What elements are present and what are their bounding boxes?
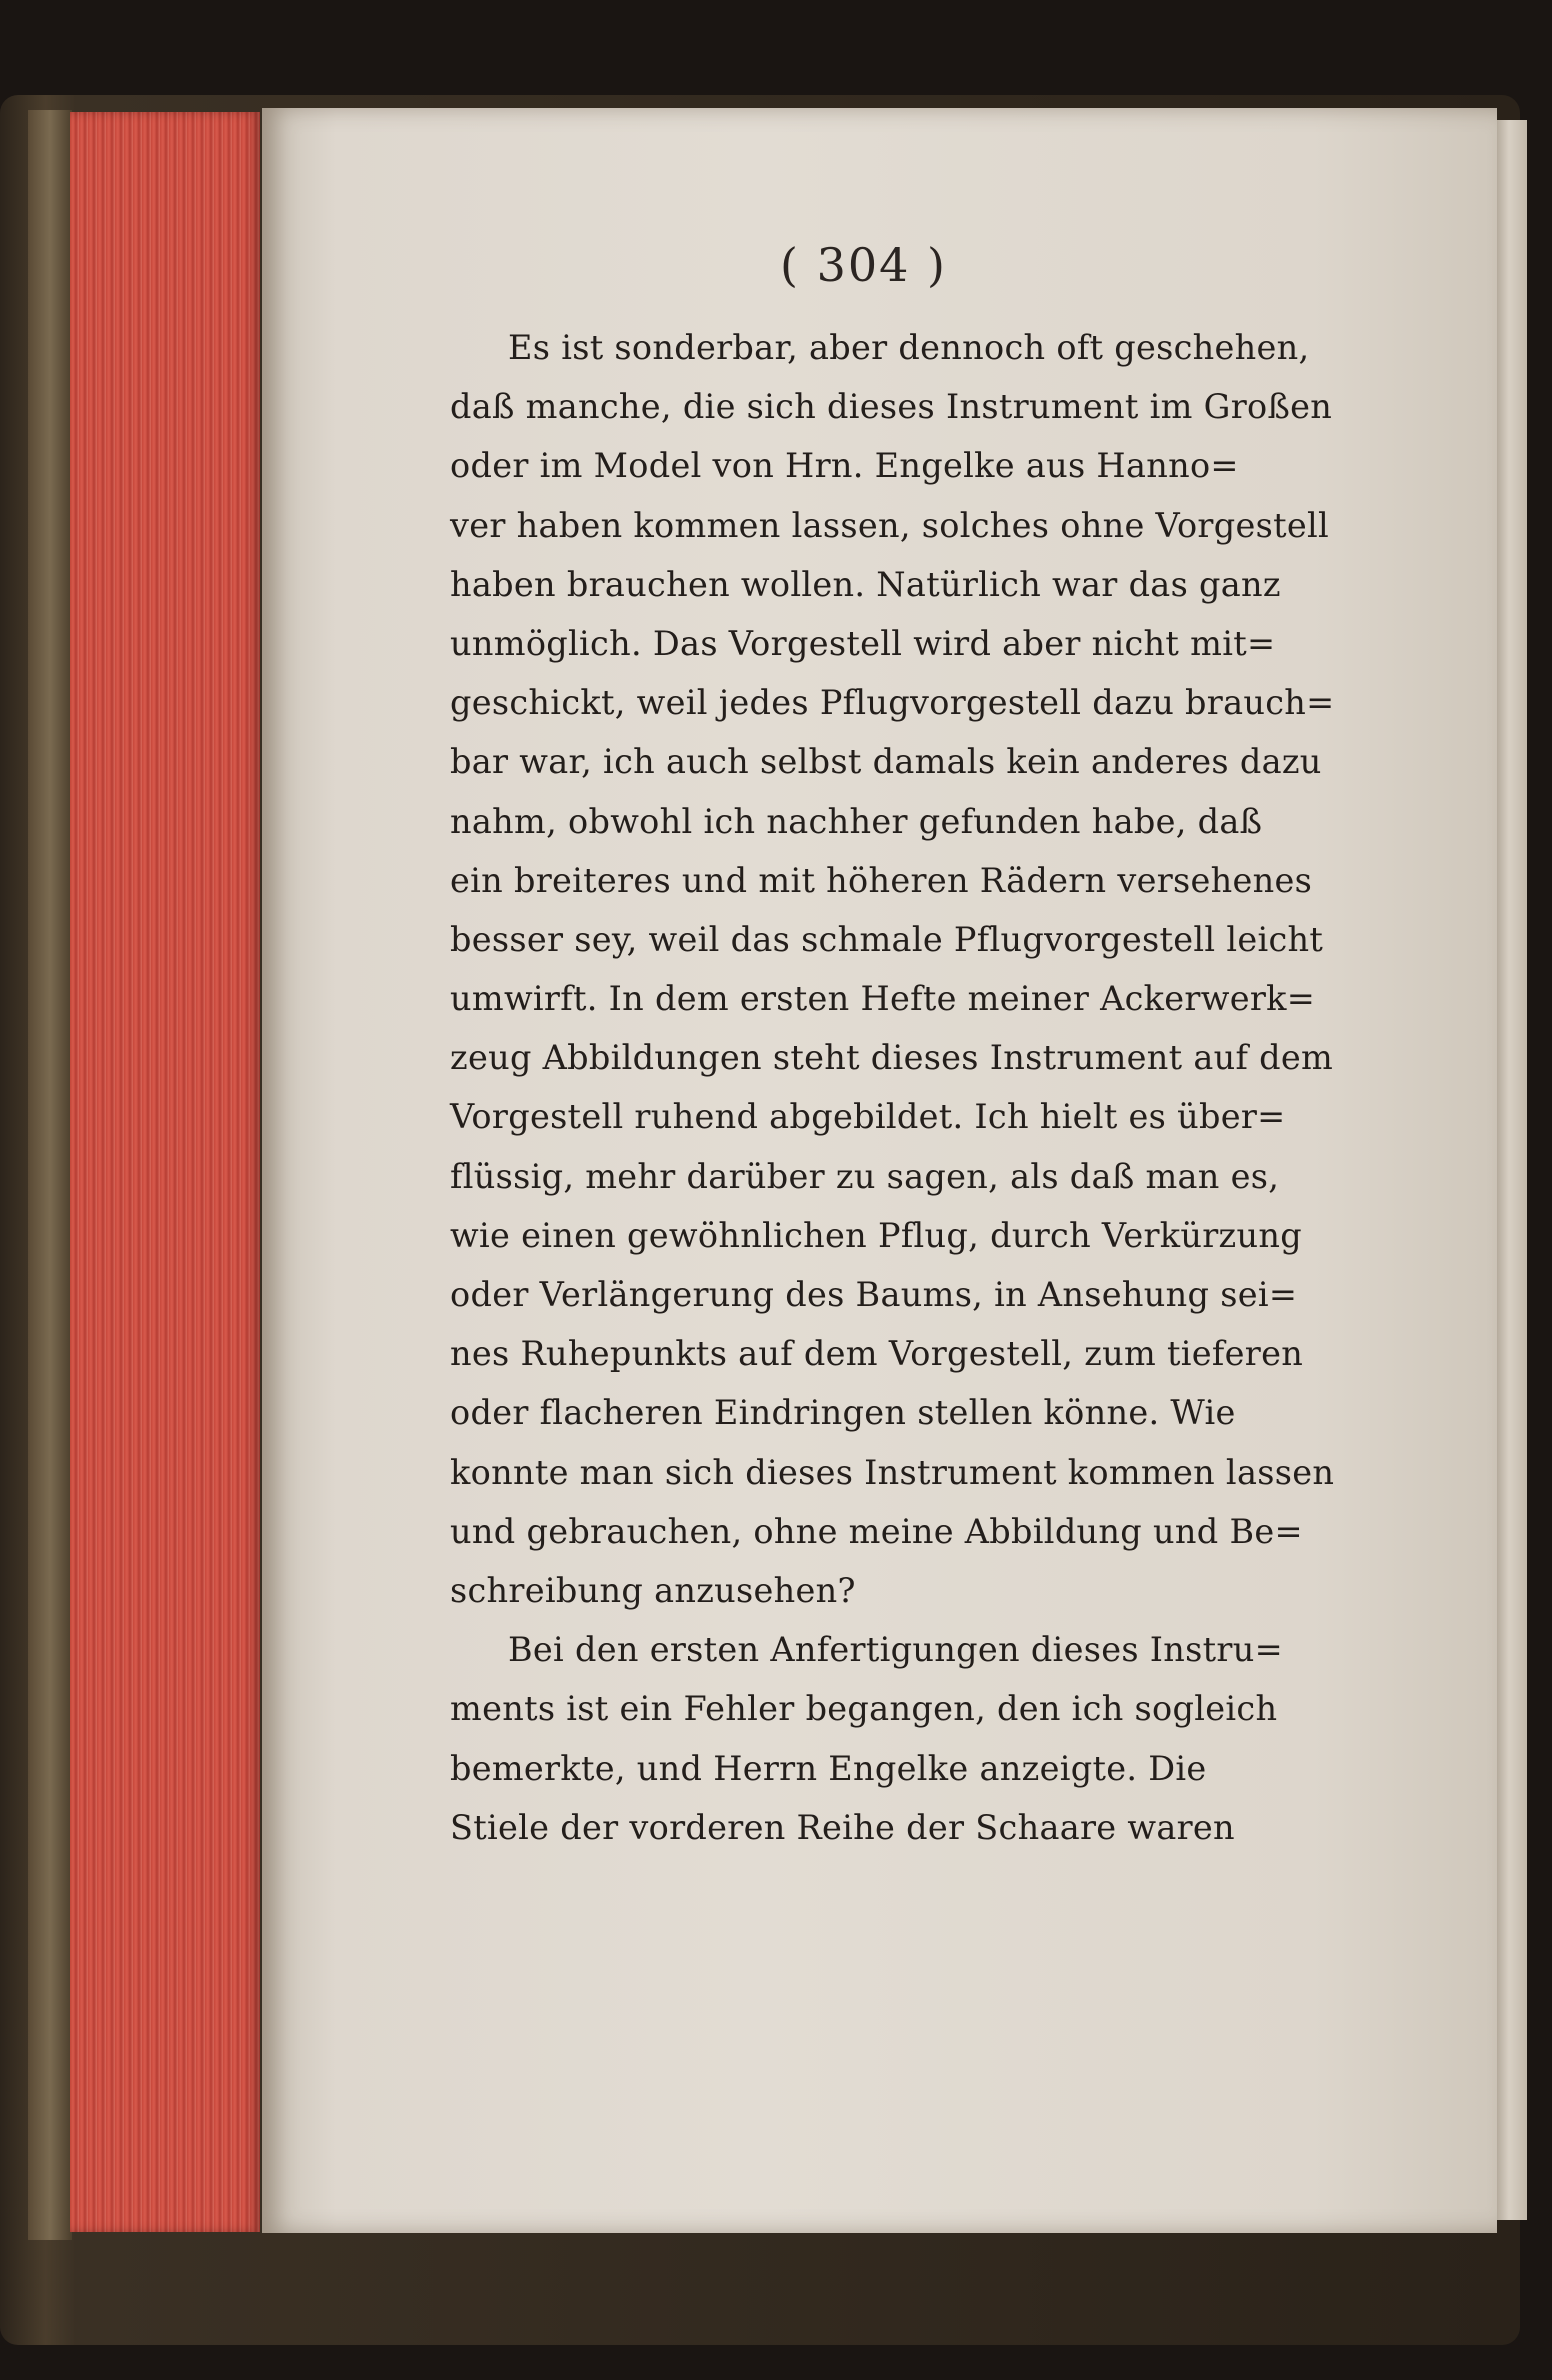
text-line: nes Ruhepunkts auf dem Vorgestell, zum tieferen [450,1334,1304,1374]
text-line: und gebrauchen, ohne meine Abbildung und Be= [450,1511,1303,1551]
text-line: Bei den ersten Anfertigungen dieses Instru= [508,1630,1283,1670]
text-line: umwirft. In dem ersten Hefte meiner Ackerwerk= [450,979,1316,1019]
text-line: oder Verlängerung des Baums, in Ansehung sei= [450,1275,1298,1314]
text-line: schreibung anzusehen? [450,1570,856,1610]
text-line: bemerkte, und Herrn Engelke anzeigte. Die [450,1748,1207,1788]
book-spine-edge [28,110,72,2240]
body-text [450,318,1380,1857]
red-page-edges [70,112,260,2232]
text-line: ments ist ein Fehler begangen, den ich sogleich [450,1689,1278,1729]
text-line: oder im Model von Hrn. Engelke aus Hanno= [450,446,1239,486]
text-line: Es ist sonderbar, aber dennoch oft geschehen, [508,328,1310,367]
text-line: oder flacheren Eindringen stellen könne. Wie [450,1393,1236,1433]
text-line: unmöglich. Das Vorgestell wird aber nicht mit= [450,623,1276,663]
text-line: konnte man sich dieses Instrument kommen lassen [450,1452,1335,1492]
text-line: wie einen gewöhnlichen Pflug, durch Verkürzung [450,1215,1302,1255]
text-line: flüssig, mehr darüber zu sagen, als daß man es, [450,1156,1280,1196]
text-line: ver haben kommen lassen, solches ohne Vorgestell [450,505,1330,545]
text-line: Stiele der vorderen Reihe der Schaare waren [450,1807,1235,1847]
text-line: haben brauchen wollen. Natürlich war das ganz [450,564,1281,604]
text-line: nahm, obwohl ich nachher gefunden habe, daß [450,801,1263,841]
text-line: bar war, ich auch selbst damals kein anderes dazu [450,742,1322,782]
text-line: ein breiteres und mit höheren Rädern versehenes [450,860,1313,900]
text-line: geschickt, weil jedes Pflugvorgestell dazu brauch= [450,683,1335,723]
text-line: Vorgestell ruhend abgebildet. Ich hielt es über= [450,1097,1286,1137]
text-line: daß manche, die sich dieses Instrument im Großen [450,387,1333,427]
page-number: ( 304 ) [780,238,947,292]
text-line: besser sey, weil das schmale Pflugvorgestell leicht [450,919,1324,959]
facing-page-edge [1497,120,1527,2220]
text-line: zeug Abbildungen steht dieses Instrument auf dem [450,1038,1334,1078]
